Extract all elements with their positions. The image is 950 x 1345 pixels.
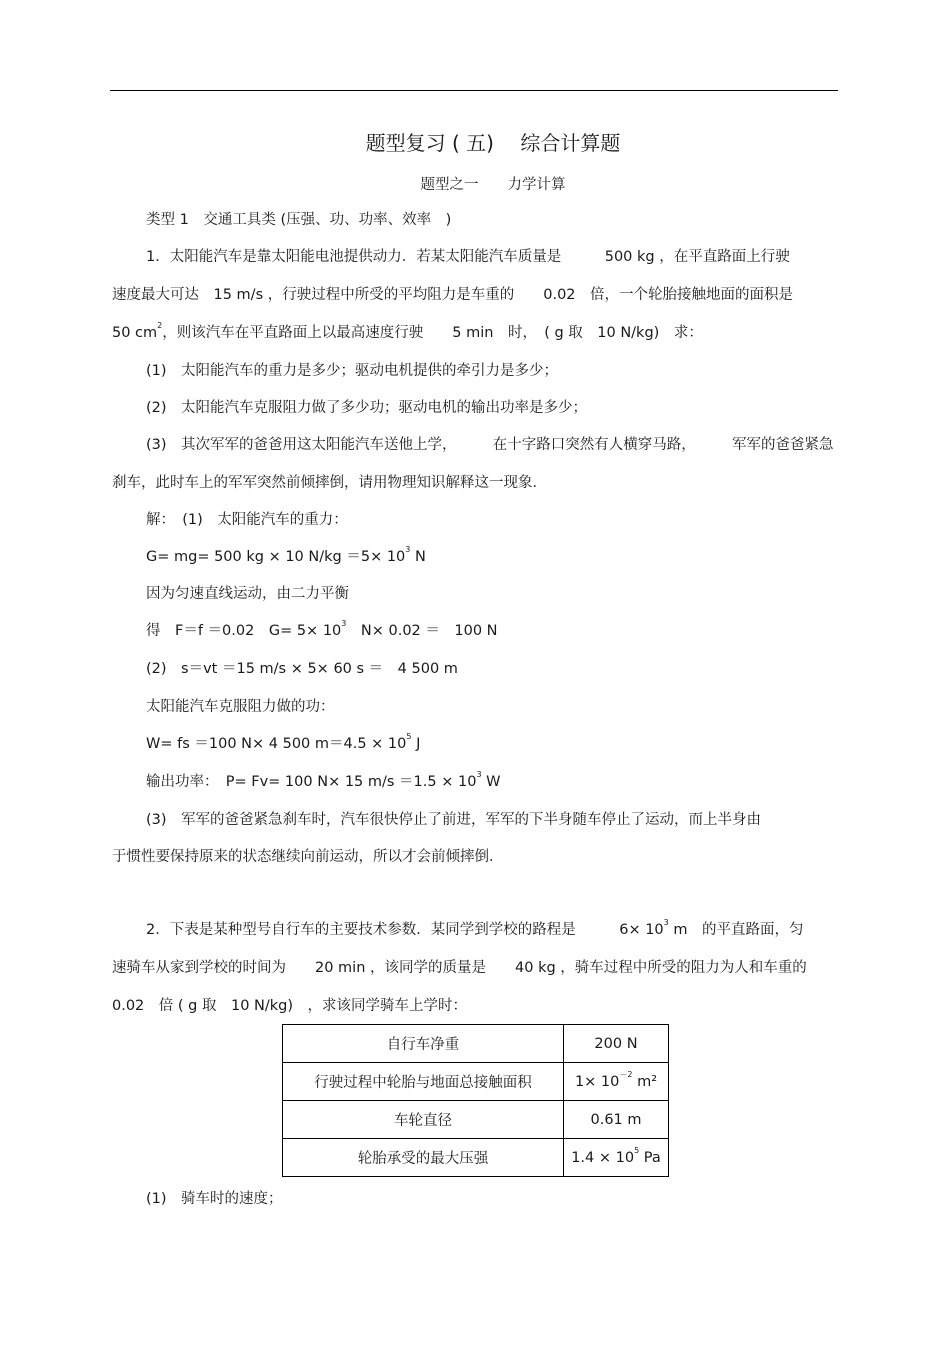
q1-line3-text: 50 cm [112, 325, 158, 341]
q1-part3-line1: (3) 其次军军的爸爸用这太阳能汽车送他上学， 在十字路口突然有人横穿马路， 军军的爸爸紧急 [146, 437, 834, 453]
solution-line8 [146, 772, 500, 792]
solution-line4-sup: 3 [341, 619, 347, 628]
solution-line2-unit: N [410, 549, 426, 565]
table-row [283, 1025, 669, 1063]
q2-line3: 0.02 倍 ( g 取 10 N/kg) ，求该同学骑车上学时： [112, 998, 468, 1014]
table-value-unit: m² [632, 1073, 658, 1090]
q2-line2: 速骑车从家到学校的时间为 20 min ，该同学的质量是 40 kg ，骑车过程中所受的阻力为人和车重的 [112, 960, 807, 976]
table-value-cell [564, 1139, 669, 1177]
q1-part3-line2: 刹车，此时车上的军军突然前倾摔倒，请用物理知识解释这一现象． [112, 475, 547, 491]
table-label-cell: 轮胎承受的最大压强 [283, 1139, 564, 1177]
solution-line2-text: G= mg= 500 kg × 10 N/kg ＝5× 10 [146, 549, 406, 565]
q1-line3-sup: 2 [157, 321, 163, 330]
table-value-cell [564, 1063, 669, 1101]
solution-line10: 于惯性要保持原来的状态继续向前运动，所以才会前倾摔倒． [112, 849, 504, 865]
section-subtitle: 题型之一 力学计算 [420, 177, 566, 193]
solution-line1: 解： (1) 太阳能汽车的重力： [146, 512, 348, 528]
table-row [283, 1063, 669, 1101]
solution-line8-text: 输出功率： P= Fv= 100 N× 15 m/s ＝1.5 × 10 [146, 774, 477, 790]
table-value: 1.4 × 10 [571, 1149, 635, 1166]
page-title: 题型复习 ( 五) 综合计算题 [365, 131, 621, 155]
table-label-cell: 行驶过程中轮胎与地面总接触面积 [283, 1063, 564, 1101]
table-row [283, 1139, 669, 1177]
table-value: 200 N [594, 1035, 638, 1052]
solution-line4-text: 得 F＝f ＝0.02 G= 5× 10 [146, 623, 342, 639]
solution-line5: (2) s＝vt ＝15 m/s × 5× 60 s ＝ 4 500 m [146, 661, 458, 677]
table-value-sup: －2 [619, 1069, 633, 1079]
table-value: 0.61 m [590, 1111, 642, 1128]
bicycle-spec-table [282, 1024, 669, 1177]
q1-part2: (2) 太阳能汽车克服阻力做了多少功；驱动电机的输出功率是多少； [146, 400, 588, 416]
solution-line7-text: W= fs ＝100 N× 4 500 m＝4.5 × 10 [146, 736, 407, 752]
solution-line8-unit: W [481, 774, 501, 790]
q1-line3-rest: ，则该汽车在平直路面上以最高速度行驶 5 min 时， ( g 取 10 N/kg) 求： [162, 325, 703, 341]
solution-line7-unit: J [411, 736, 421, 752]
table-value-sup: 5 [634, 1145, 640, 1155]
solution-line7-sup: 5 [406, 732, 412, 741]
q2-part1: (1) 骑车时的速度； [146, 1191, 283, 1207]
solution-line7 [146, 734, 420, 754]
solution-line8-sup: 3 [476, 770, 482, 779]
q2-line1-sup: 3 [663, 918, 669, 927]
q1-line3 [112, 323, 703, 343]
solution-line2-sup: 3 [405, 545, 411, 554]
solution-line9: (3) 军军的爸爸紧急刹车时，汽车很快停止了前进，军军的下半身随车停止了运动，而上半身由 [146, 812, 762, 828]
table-value-unit: Pa [639, 1149, 661, 1166]
table-label-cell: 自行车净重 [283, 1025, 564, 1063]
table-value: 1× 10 [574, 1073, 620, 1090]
table-label-cell: 车轮直径 [283, 1101, 564, 1139]
q1-line2: 速度最大可达 15 m/s ，行驶过程中所受的平均阻力是车重的 0.02 倍，一个轮胎接触地面的面积是 [112, 287, 794, 303]
solution-line4-rest: N× 0.02 ＝ 100 N [346, 623, 498, 639]
q2-line1-text: 2．下表是某种型号自行车的主要技术参数．某同学到学校的路程是 6× 10 [146, 922, 664, 938]
table-value-cell [564, 1101, 669, 1139]
solution-line4 [146, 621, 498, 641]
q1-line1: 1．太阳能汽车是靠太阳能电池提供动力．若某太阳能汽车质量是 500 kg ，在平直路面上行驶 [146, 249, 790, 265]
solution-line3: 因为匀速直线运动，由二力平衡 [146, 586, 349, 602]
q1-part1: (1) 太阳能汽车的重力是多少；驱动电机提供的牵引力是多少； [146, 363, 559, 379]
category-heading: 类型 1 交通工具类 (压强、功、功率、效率 ) [146, 212, 452, 228]
solution-line2 [146, 547, 426, 567]
solution-line6: 太阳能汽车克服阻力做的功： [146, 699, 335, 715]
q2-line1-rest: m 的平直路面，匀 [668, 922, 804, 938]
table-row [283, 1101, 669, 1139]
q2-line1 [146, 920, 804, 940]
header-rule [110, 90, 838, 91]
table-value-cell [564, 1025, 669, 1063]
